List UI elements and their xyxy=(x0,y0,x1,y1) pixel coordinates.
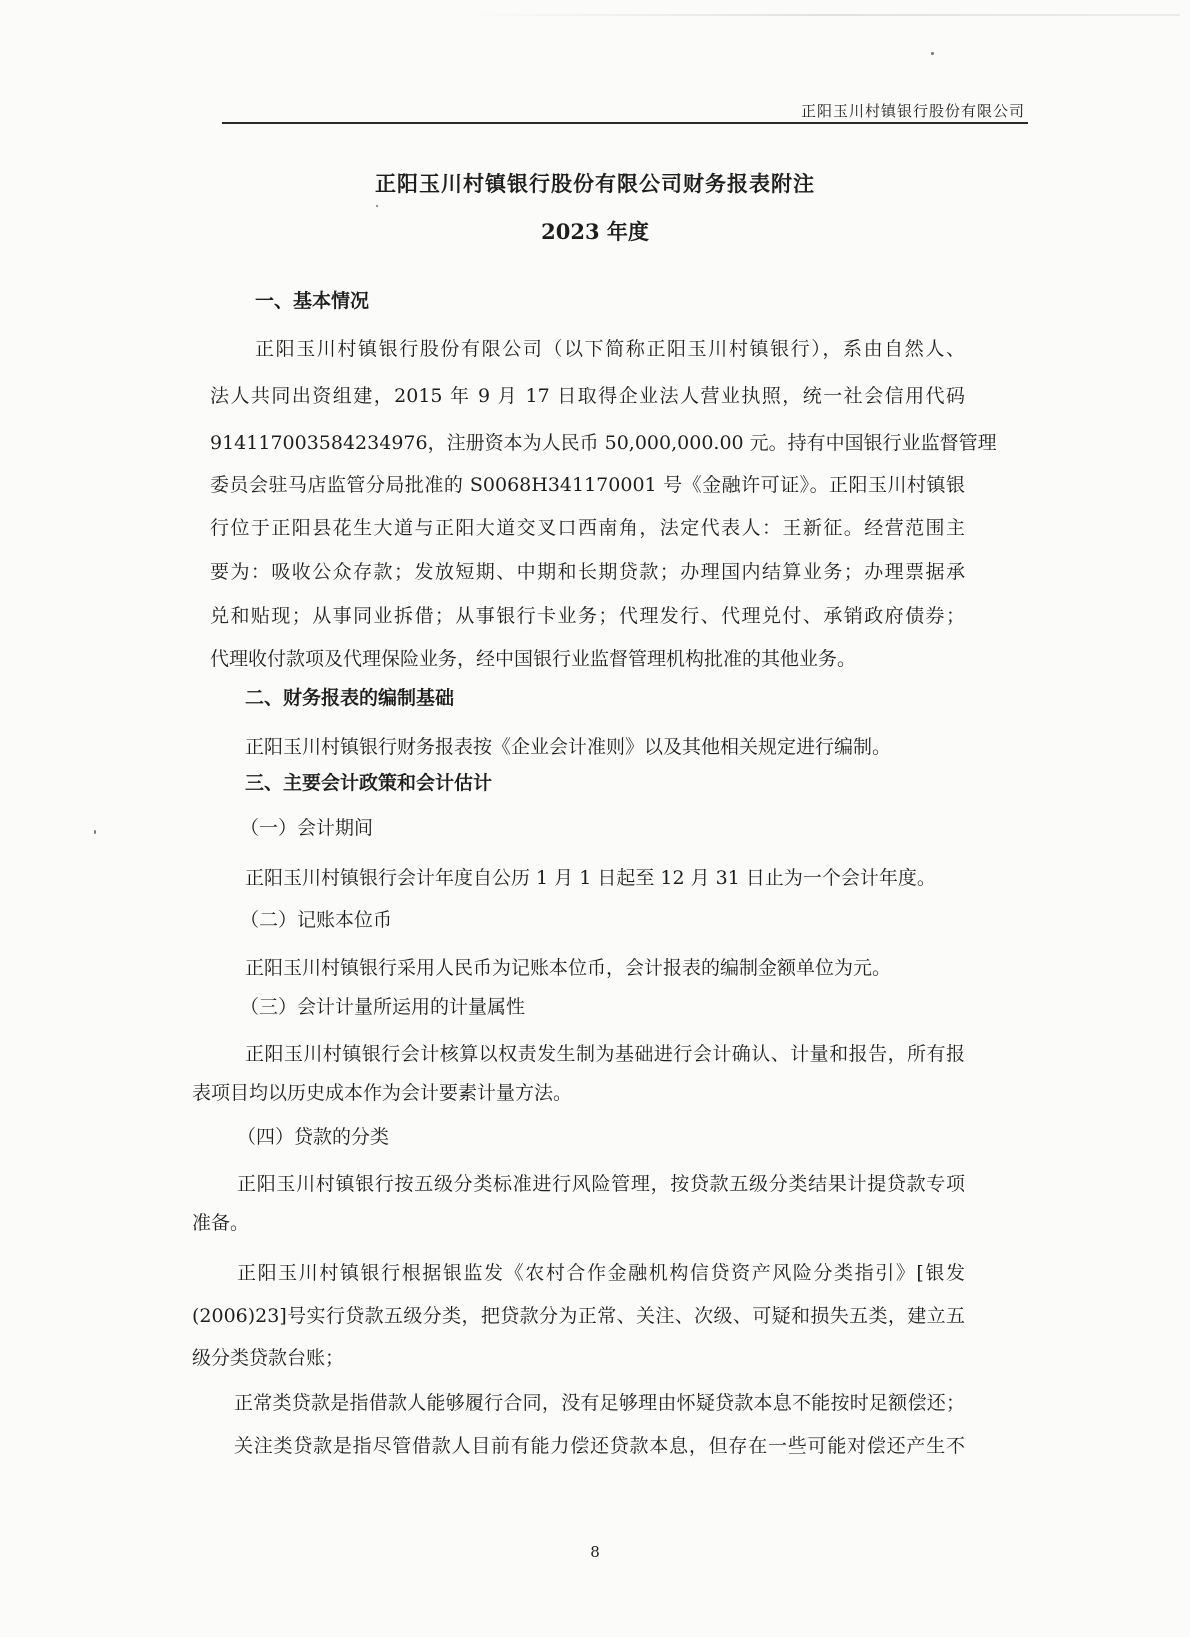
section-heading-basis: 二、财务报表的编制基础 xyxy=(245,687,455,709)
paragraph-line: 委员会驻马店监管分局批准的 S0068H341170001 号《金融许可证》。正阳玉川村镇银 xyxy=(210,474,965,496)
scan-speck xyxy=(376,205,378,207)
scan-speck xyxy=(931,52,934,55)
paragraph-line: 关注类贷款是指尽管借款人目前有能力偿还贷款本息，但存在一些可能对偿还产生不 xyxy=(234,1435,965,1457)
subsection-heading: （三）会计计量所运用的计量属性 xyxy=(240,996,526,1018)
scan-artifact-line xyxy=(470,14,1180,16)
paragraph-line: 法人共同出资组建，2015 年 9 月 17 日取得企业法人营业执照，统一社会信用代码 xyxy=(210,385,965,407)
section-heading-policies: 三、主要会计政策和会计估计 xyxy=(245,772,493,794)
subsection-heading: （四）贷款的分类 xyxy=(237,1126,390,1148)
paragraph-line: 正阳玉川村镇银行会计年度自公历 1 月 1 日起至 12 月 31 日止为一个会计年度。 xyxy=(245,867,936,889)
paragraph-line: 914117003584234976，注册资本为人民币 50,000,000.00 元。持有中国银行业监督管理 xyxy=(210,432,997,454)
paragraph-line: 正阳玉川村镇银行财务报表按《企业会计准则》以及其他相关规定进行编制。 xyxy=(245,736,892,758)
paragraph-line: (2006)23]号实行贷款五级分类，把贷款分为正常、关注、次级、可疑和损失五类，建立五 xyxy=(192,1305,965,1327)
paragraph-line: 正阳玉川村镇银行根据银监发《农村合作金融机构信贷资产风险分类指引》[银发 xyxy=(237,1262,965,1284)
page-number: 8 xyxy=(590,1543,600,1561)
subsection-heading: （二）记账本位币 xyxy=(240,909,393,931)
paragraph-line: 兑和贴现；从事同业拆借；从事银行卡业务；代理发行、代理兑付、承销政府债券； xyxy=(210,605,965,627)
paragraph-line: 正常类贷款是指借款人能够履行合同，没有足够理由怀疑贷款本息不能按时足额偿还； xyxy=(234,1392,965,1414)
section-heading-basic-info: 一、基本情况 xyxy=(255,290,370,312)
paragraph-line: 正阳玉川村镇银行会计核算以权责发生制为基础进行会计确认、计量和报告，所有报 xyxy=(245,1043,965,1065)
paragraph-line: 正阳玉川村镇银行按五级分类标准进行风险管理，按贷款五级分类结果计提贷款专项 xyxy=(237,1173,965,1195)
document-year: 2023 年度 xyxy=(541,219,649,244)
paragraph-line: 准备。 xyxy=(192,1212,250,1234)
paragraph-line: 正阳玉川村镇银行采用人民币为记账本位币，会计报表的编制金额单位为元。 xyxy=(245,957,892,979)
header-company-name: 正阳玉川村镇银行股份有限公司 xyxy=(800,102,1025,120)
paragraph-line: 级分类贷款台账； xyxy=(192,1347,345,1369)
paragraph-line: 要为：吸收公众存款；发放短期、中期和长期贷款；办理国内结算业务；办理票据承 xyxy=(210,561,965,583)
subsection-heading: （一）会计期间 xyxy=(240,817,374,839)
paragraph-line: 代理收付款项及代理保险业务，经中国银行业监督管理机构批准的其他业务。 xyxy=(210,648,857,670)
paragraph-line: 正阳玉川村镇银行股份有限公司（以下简称正阳玉川村镇银行），系由自然人、 xyxy=(255,338,965,360)
paragraph-line: 表项目均以历史成本作为会计要素计量方法。 xyxy=(192,1082,573,1104)
header-rule xyxy=(222,122,1028,124)
scan-speck xyxy=(94,830,96,834)
paragraph-line: 行位于正阳县花生大道与正阳大道交叉口西南角，法定代表人：王新征。经营范围主 xyxy=(210,517,965,539)
document-title: 正阳玉川村镇银行股份有限公司财务报表附注 xyxy=(375,171,815,196)
